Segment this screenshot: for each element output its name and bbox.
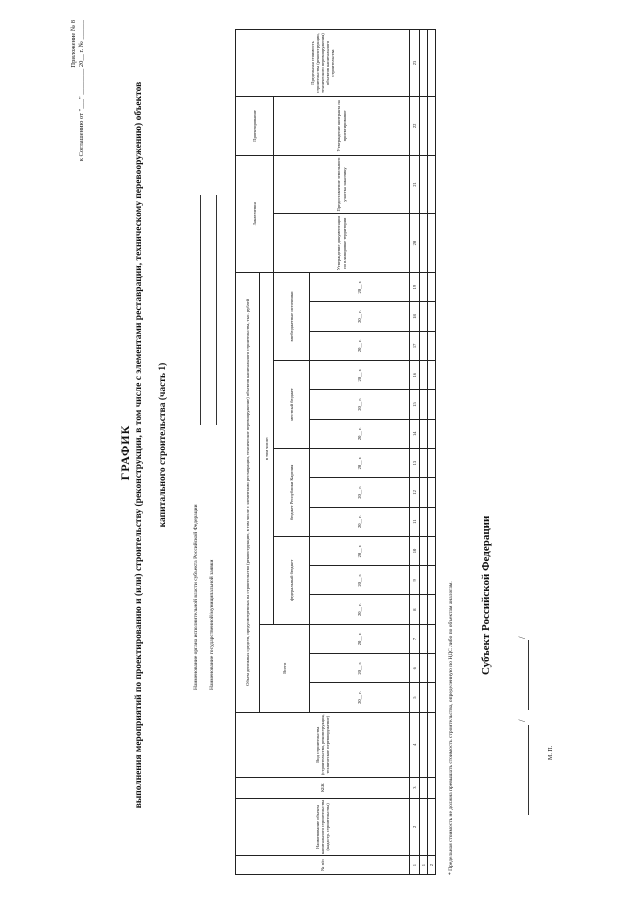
header-including: в том числе: — [260, 272, 274, 624]
col-number: 11 — [410, 507, 420, 536]
appendix-agreement: к Соглашению от "___" ________ 20__ г. № ______ — [78, 20, 86, 162]
col-number: 14 — [410, 419, 420, 448]
header-federal: федеральный бюджет — [274, 536, 310, 624]
organ-underline — [200, 195, 201, 425]
table-row — [420, 30, 428, 875]
document-title-line2: капитального строительства (часть 1) — [158, 362, 168, 528]
year-cell: 20__ г. — [310, 331, 410, 360]
appendix-number: Приложение № 8 — [70, 20, 77, 68]
col-number: 12 — [410, 478, 420, 507]
col-number: 20 — [410, 214, 420, 273]
col-number: 13 — [410, 448, 420, 477]
header-docs-land: Предоставление земельного участка заказчику — [274, 155, 410, 214]
header-kbk: КБК — [236, 777, 410, 798]
document-heading: ГРАФИК — [118, 424, 132, 481]
col-number: 2 — [410, 798, 420, 856]
col-number: 8 — [410, 595, 420, 624]
footnote: * Предельная стоимость не должна превышать стоимость строительства, определенную по НДС либо по объектам аналогам. — [448, 581, 454, 875]
col-number: 9 — [410, 566, 420, 595]
year-cell: 20__ г. — [310, 272, 410, 301]
col-number: 15 — [410, 390, 420, 419]
col-number: 10 — [410, 536, 420, 565]
header-cost-limit: Предельная стоимость строительства (реконструкции, технического перевооружения) объектов капитального строительства — [236, 30, 410, 97]
organ-label: Наименование органа исполнительной власти субъекта Российской Федерации — [193, 504, 199, 690]
year-cell: 20__ г. — [310, 624, 410, 653]
signature-line — [528, 725, 529, 815]
col-number: 18 — [410, 302, 420, 331]
col-number: 3 — [410, 777, 420, 798]
header-docs-planning: Утверждение документации по планировке территории — [274, 214, 410, 273]
appendix-note — [70, 20, 87, 205]
header-no: № п/п — [236, 856, 410, 875]
col-number: 19 — [410, 272, 420, 301]
col-number: 23 — [410, 30, 420, 97]
col-number: 1 — [410, 856, 420, 875]
signature-slash: / — [517, 719, 527, 722]
year-cell: 20__ г. — [310, 419, 410, 448]
header-type: Вид строительства (строительство, реконструкция, техническое перевооружение) — [236, 712, 410, 777]
program-label: Наименование государственной/муниципальной заявки — [209, 559, 215, 690]
document-title-line1: выполнения мероприятий по проектированию и (или) строительству (реконструкции, в том числе с элементами реставрации, техническому перевооружению) объектов — [134, 81, 144, 809]
col-number: 21 — [410, 155, 420, 214]
row-number: 1 — [420, 856, 428, 875]
year-cell: 20__ г. — [310, 360, 410, 389]
header-conclusions: Заключения — [236, 155, 274, 272]
table-row — [428, 30, 436, 875]
header-object-name: Наименование объекта капитального строительства (кадастр. строительства) — [236, 798, 410, 856]
col-number: 16 — [410, 360, 420, 389]
year-cell: 20__ г. — [310, 478, 410, 507]
header-volume: Объем денежных средств, предусмотренных на строительство (реконструкцию, в том числе с элементами реставрации, техническое перевооружение) объектов капитального строительства, тыс. рублей — [236, 272, 260, 712]
col-number: 22 — [410, 97, 420, 156]
year-cell: 20__ г. — [310, 566, 410, 595]
header-design-contract: Утверждение контракта на проектирование — [274, 97, 410, 156]
subject-label: Субъект Российской Федерации — [480, 515, 492, 675]
col-number: 7 — [410, 624, 420, 653]
year-cell: 20__ г. — [310, 683, 410, 712]
row-number: 2 — [428, 856, 436, 875]
seal-mark: М. П. — [548, 745, 554, 760]
year-cell: 20__ г. — [310, 302, 410, 331]
year-cell: 20__ г. — [310, 448, 410, 477]
header-region: бюджет Республики Карелия — [274, 448, 310, 536]
schedule-table — [235, 29, 436, 875]
col-number: 6 — [410, 654, 420, 683]
header-total: Всего — [260, 624, 310, 712]
year-cell: 20__ г. — [310, 536, 410, 565]
header-design: Проектирование — [236, 97, 274, 156]
col-number: 17 — [410, 331, 420, 360]
column-numbers-row — [410, 30, 420, 875]
header-extra: внебюджетные источники — [274, 272, 310, 360]
col-number: 4 — [410, 712, 420, 777]
col-number: 5 — [410, 683, 420, 712]
header-local: местный бюджет — [274, 360, 310, 448]
year-cell: 20__ г. — [310, 595, 410, 624]
signature-slash-end: / — [517, 636, 527, 639]
year-cell: 20__ г. — [310, 654, 410, 683]
year-cell: 20__ г. — [310, 507, 410, 536]
year-cell: 20__ г. — [310, 390, 410, 419]
program-underline — [216, 195, 217, 425]
signature-name-line — [528, 640, 529, 710]
